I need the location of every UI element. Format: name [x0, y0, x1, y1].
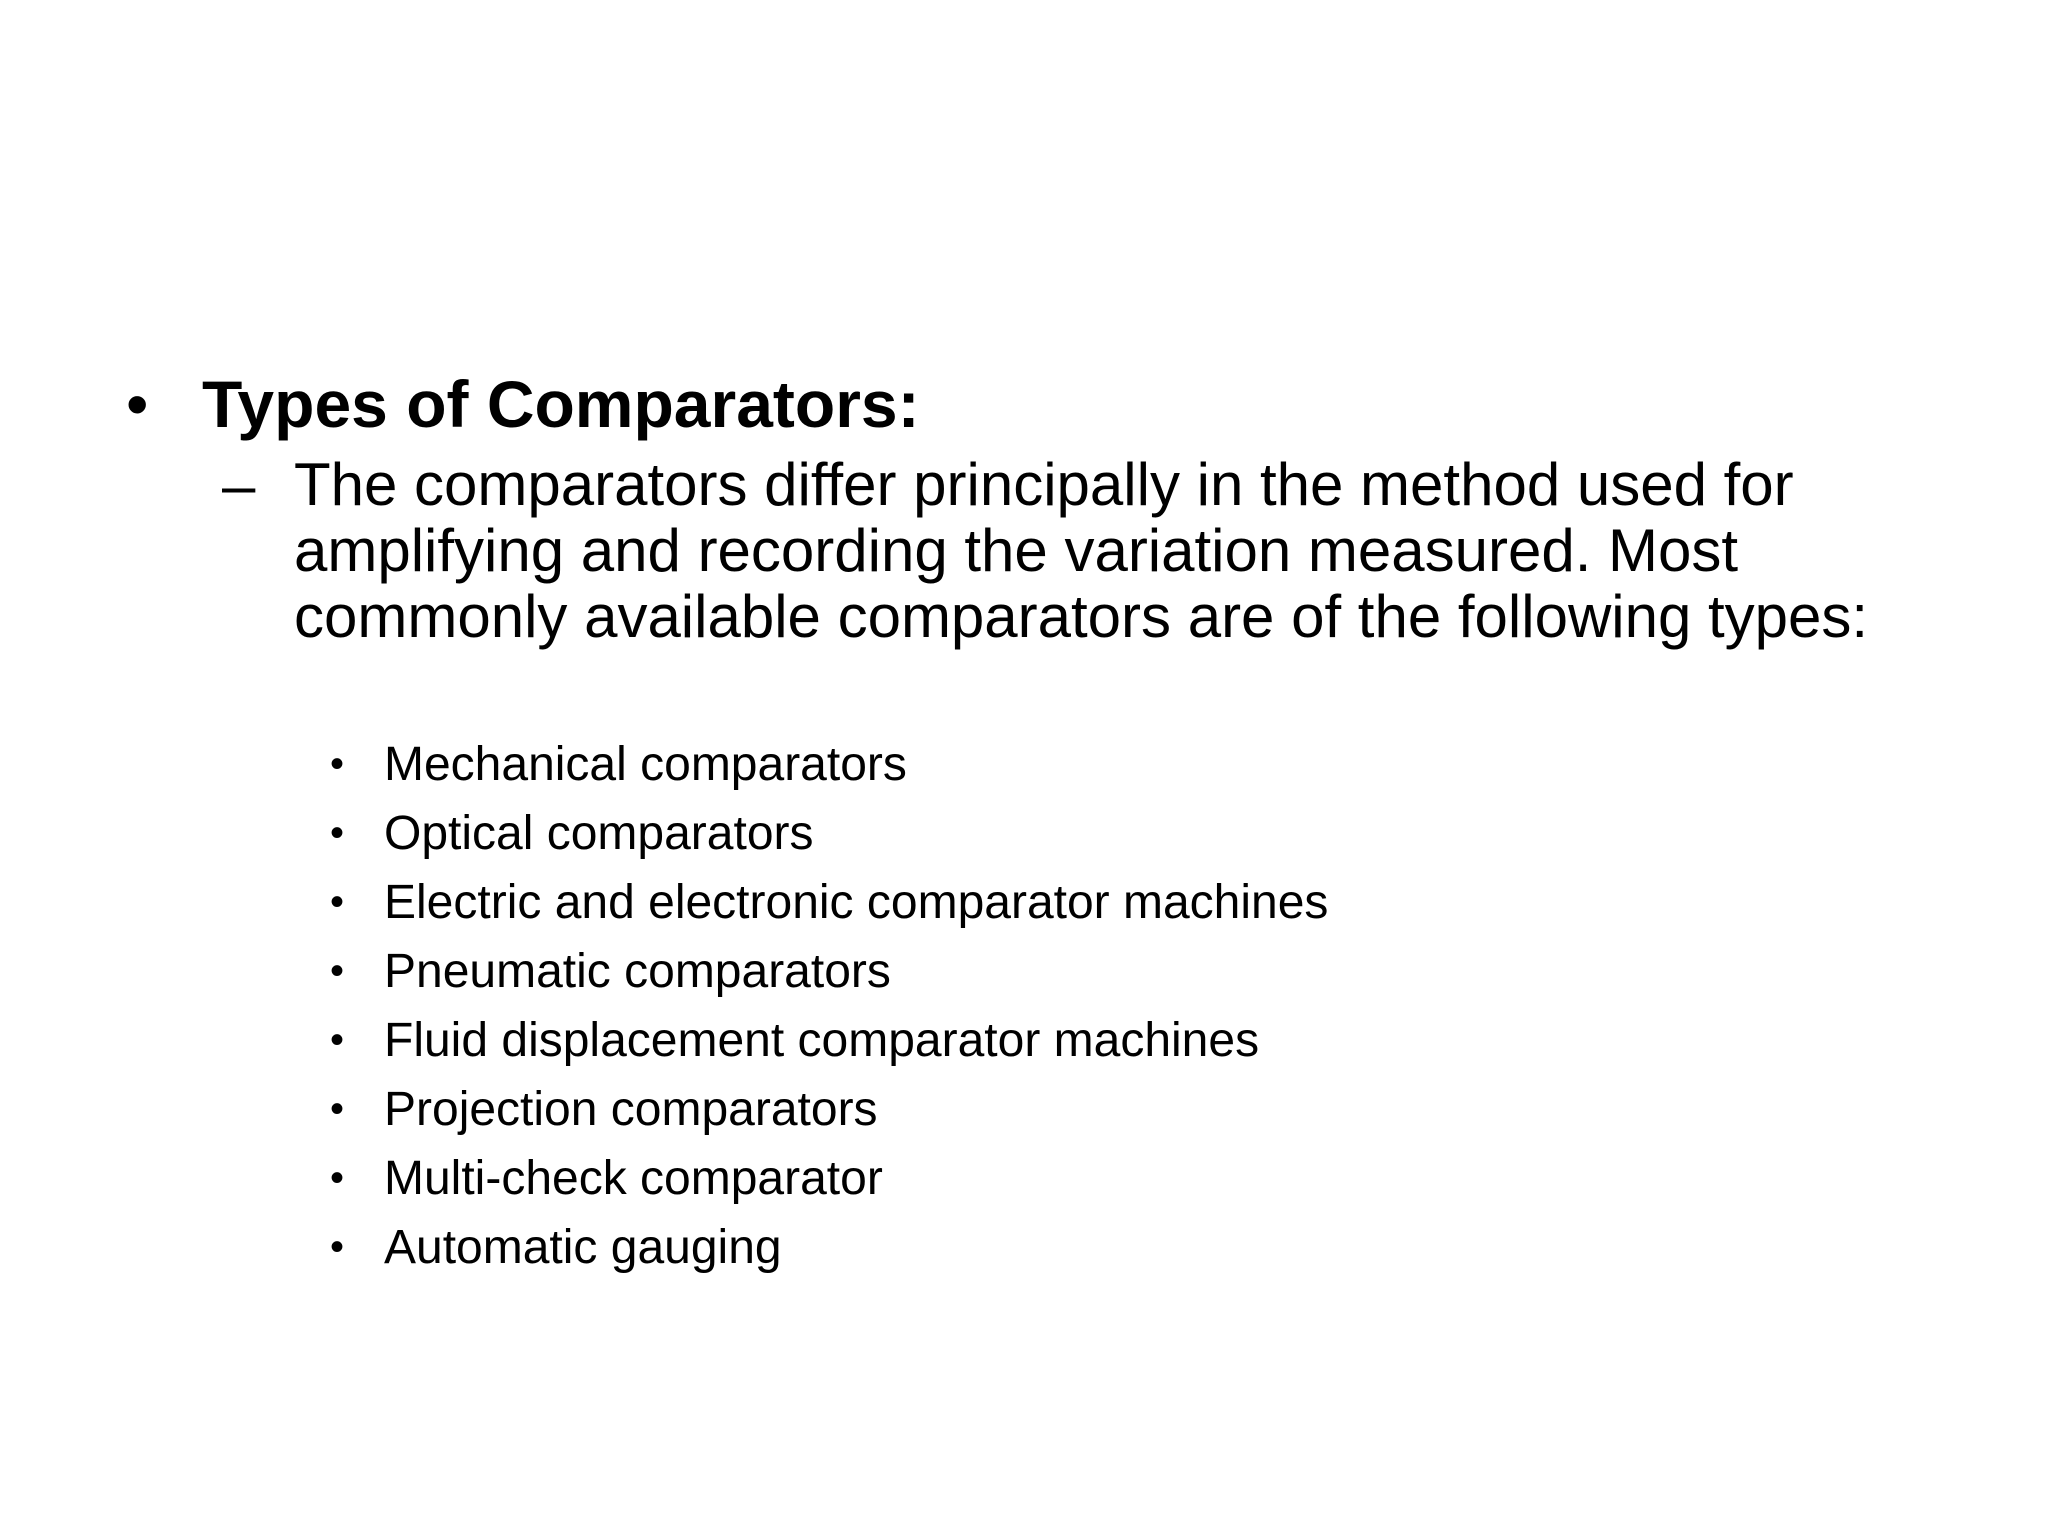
slide-heading: Types of Comparators: [202, 367, 920, 441]
list-item-text: Pneumatic comparators [384, 945, 891, 998]
list-bullet: • [330, 1225, 345, 1269]
list-item [330, 1144, 1328, 1213]
heading-row [126, 362, 1926, 446]
comparator-types-list [330, 730, 1328, 1282]
list-bullet: • [330, 1087, 345, 1131]
list-item [330, 1213, 1328, 1282]
list-item [330, 1075, 1328, 1144]
list-bullet: • [330, 1018, 345, 1062]
list-bullet: • [330, 811, 345, 855]
list-item [330, 730, 1328, 799]
list-item-text: Electric and electronic comparator machines [384, 876, 1329, 929]
list-bullet: • [330, 742, 345, 786]
list-item-text: Mechanical comparators [384, 738, 907, 791]
list-bullet: • [330, 1156, 345, 1200]
list-item-text: Projection comparators [384, 1083, 878, 1136]
list-item [330, 799, 1328, 868]
list-bullet: • [330, 949, 345, 993]
description-row [222, 452, 1942, 650]
list-item [330, 1006, 1328, 1075]
list-item-text: Fluid displacement comparator machines [384, 1014, 1260, 1067]
list-item-text: Automatic gauging [384, 1221, 782, 1274]
description-text: The comparators differ principally in the method used for amplifying and recording the variation measured. Most commonly available comparators are of the following types: [294, 451, 1869, 650]
list-item [330, 868, 1328, 937]
dash-marker: – [222, 452, 256, 519]
list-bullet: • [330, 880, 345, 924]
list-item [330, 937, 1328, 1006]
list-item-text: Optical comparators [384, 807, 814, 860]
heading-bullet: • [126, 368, 149, 440]
list-item-text: Multi-check comparator [384, 1152, 883, 1205]
